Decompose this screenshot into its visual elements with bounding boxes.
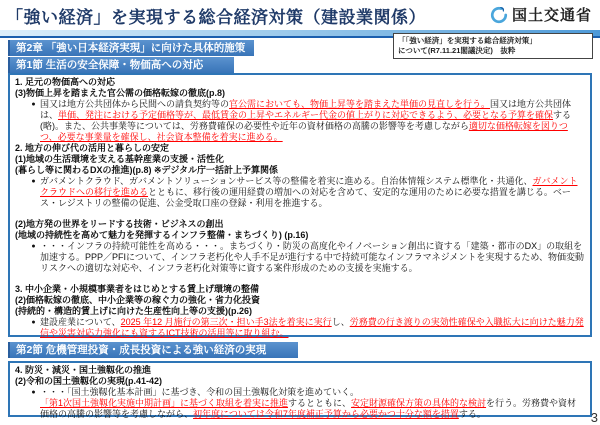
body-text: (暮らし等に関わるDXの推進)(p.8) ※デジタル庁一括計上予算関係 <box>15 165 278 175</box>
bullet-icon: ● <box>31 243 36 250</box>
paragraph-text <box>15 306 252 316</box>
content-heading <box>15 295 585 306</box>
paragraph-text <box>40 99 585 143</box>
ministry-logo <box>490 4 592 25</box>
emphasis-red-text: 2025 年12 月施行の第三次・担い手3法を着実に実行 <box>120 317 332 327</box>
content-heading <box>15 77 585 88</box>
body-text: (2)令和の国土強靱化の実現(p.41-42) <box>15 376 163 386</box>
emphasis-red-text: 初年度については令和7年度補正予算から必要かつ十分な額を措置 <box>193 409 459 419</box>
content-heading <box>15 306 585 317</box>
body-text: ・・・「国土強靱化基本計画」に基づき、令和の国土強靱化対策を進めていく。 <box>40 387 359 397</box>
paragraph-text <box>40 398 576 419</box>
body-text: を行う。労務費や資材価格の高騰の影響等を考慮しながら、 <box>40 398 577 419</box>
ministry-name: 国土交通省 <box>511 7 592 24</box>
chapter-heading-bar: 第2章 「強い日本経済実現」に向けた具体的施策 <box>8 40 254 56</box>
page-number: 3 <box>590 410 598 425</box>
content-paragraph <box>15 99 585 143</box>
bullet-icon: ● <box>31 101 36 108</box>
bullet-icon: ● <box>31 319 36 326</box>
body-text: ・・・インフラの持続可能性を高める・・・。まちづくり・防災の高度化やイノベーション創出に資する「建築・都市のDX」の取組を加速する。PPP／PFIについて、インフラ老朽化や人手不足が進行する中で持続可能なインフラマネジメントを実現するため、物価変動リスクへの適切な対応や、インフラ老朽化対策等に資する案件形成のための支援を実施する。 <box>40 241 585 273</box>
emphasis-red-text: ガバメントクラウドへの移行を進める <box>40 176 578 197</box>
body-text: する(略)。また、公共事業等については、労務費確保の必要性や近年の資材価格の高騰の影響等を考慮しながら <box>40 110 572 131</box>
content-heading <box>15 143 585 154</box>
paragraph-text <box>40 387 585 398</box>
bullet-icon: ● <box>31 389 36 396</box>
body-text: (持続的・構造的賃上げに向けた生産性向上等の支援)(p.26) <box>15 306 252 316</box>
content-heading <box>15 165 585 176</box>
paragraph-text <box>40 241 585 274</box>
paragraph-text <box>15 219 223 229</box>
content-heading <box>15 376 585 387</box>
content-heading <box>15 284 585 295</box>
paragraph-text <box>15 154 224 164</box>
emphasis-red-text: 単価、発注における予定価格等が、最低賃金の上昇やエネルギー代金の値上がりに対応できるよう、必要となる予算を確保 <box>58 110 554 120</box>
body-text: 2. 地方の伸び代の活用と暮らしの安定 <box>15 143 170 153</box>
content-heading <box>15 230 585 241</box>
emphasis-red-text: 適切な価格転嫁を図りつつ、必要な事業量を確保し、社会資本整備を着実に進める。 <box>40 121 568 142</box>
page-title: 「強い経済」を実現する総合経済対策（建設業関係） <box>6 8 426 27</box>
body-text: し、 <box>331 317 350 327</box>
source-note-line2: について(R7.11.21閣議決定) 抜粋 <box>398 46 516 56</box>
mlit-swirl-icon <box>490 6 508 24</box>
content-paragraph <box>15 387 585 398</box>
content-paragraph <box>15 317 585 339</box>
blank-line <box>15 274 585 284</box>
section2-content-box <box>8 361 592 417</box>
content-paragraph <box>15 241 585 274</box>
paragraph-text <box>15 88 225 98</box>
content-heading <box>15 365 585 376</box>
section2-heading-bar: 第2節 危機管理投資・成長投資による強い経済の実現 <box>8 342 298 358</box>
body-text: (2)地方発の世界をリードする技術・ビジネスの創出 <box>15 219 224 229</box>
content-paragraph <box>15 176 585 209</box>
section1-heading-bar: 第1節 生活の安全保障・物価高への対応 <box>8 57 234 73</box>
section1-content-box <box>8 73 592 337</box>
paragraph-text <box>15 143 169 153</box>
body-text: ガバメントクラウド、ガバメントソリューションサービス等の整備を着実に進める。自治体情報システム標準化・共通化、 <box>40 176 533 186</box>
body-text: 3. 中小企業・小規模事業者をはじめとする賃上げ環境の整備 <box>15 284 260 294</box>
paragraph-text <box>40 317 585 339</box>
body-text: (1)地域の生活環境を支える基幹産業の支援・活性化 <box>15 154 225 164</box>
paragraph-text <box>15 284 259 294</box>
paragraph-text <box>15 295 260 305</box>
blank-line <box>15 209 585 219</box>
body-text: するとともに、 <box>288 398 352 408</box>
content-heading <box>15 88 585 99</box>
body-text: 国又は地方公共団体は、 <box>40 99 572 120</box>
body-text: する。 <box>458 409 486 419</box>
paragraph-text <box>15 77 115 87</box>
emphasis-red-text: 安定財源確保方策の具体的な検討 <box>351 398 487 408</box>
body-text: (3)物価上昇を踏まえた官公需の価格転嫁の徹底(p.8) <box>15 88 225 98</box>
paragraph-text <box>40 176 585 209</box>
paragraph-text <box>15 376 162 386</box>
body-text: (地域の持続性を高めて魅力を発揮するインフラ整備・まちづくり) (p.16) <box>15 230 309 240</box>
source-note-line1: 「「強い経済」を実現する総合経済対策」 <box>398 36 537 45</box>
body-text: 4. 防災・減災・国土強靱化の推進 <box>15 365 152 375</box>
paragraph-text <box>15 365 151 375</box>
emphasis-red-text: 労務費の行き渡りの実効性確保や入職拡大に向けた魅力発信や災害対応力強化にも資するICT技術の活用等に取り組む。 <box>40 317 584 338</box>
content-heading <box>15 154 585 165</box>
paragraph-text <box>15 230 308 240</box>
body-text: 国又は地方公共団体から民間への請負契約等の <box>40 99 230 109</box>
emphasis-red-text: 「第1次国土強靱化実施中期計画」に基づく取組を着実に推進 <box>40 398 289 408</box>
body-text: (2)価格転嫁の徹底、中小企業等の稼ぐ力の強化・省力化投資 <box>15 295 261 305</box>
body-text: 建設産業について、 <box>40 317 121 327</box>
content-heading <box>15 219 585 230</box>
body-text: 1. 足元の物価高への対応 <box>15 77 116 87</box>
emphasis-red-text: 官公需においても、物価上昇等を踏まえた単価の見直しを行う。 <box>229 99 491 109</box>
bullet-icon: ● <box>31 178 36 185</box>
source-note-box <box>393 33 593 59</box>
content-paragraph <box>15 398 585 420</box>
body-text: とともに、移行後の運用経費の増加への対応を含めて、安定的な運用のために必要な措置を講じる。ベース・レジストリの整備の促進、公金受取口座の登録・利用を推進する。 <box>40 187 571 208</box>
paragraph-text <box>15 165 278 175</box>
